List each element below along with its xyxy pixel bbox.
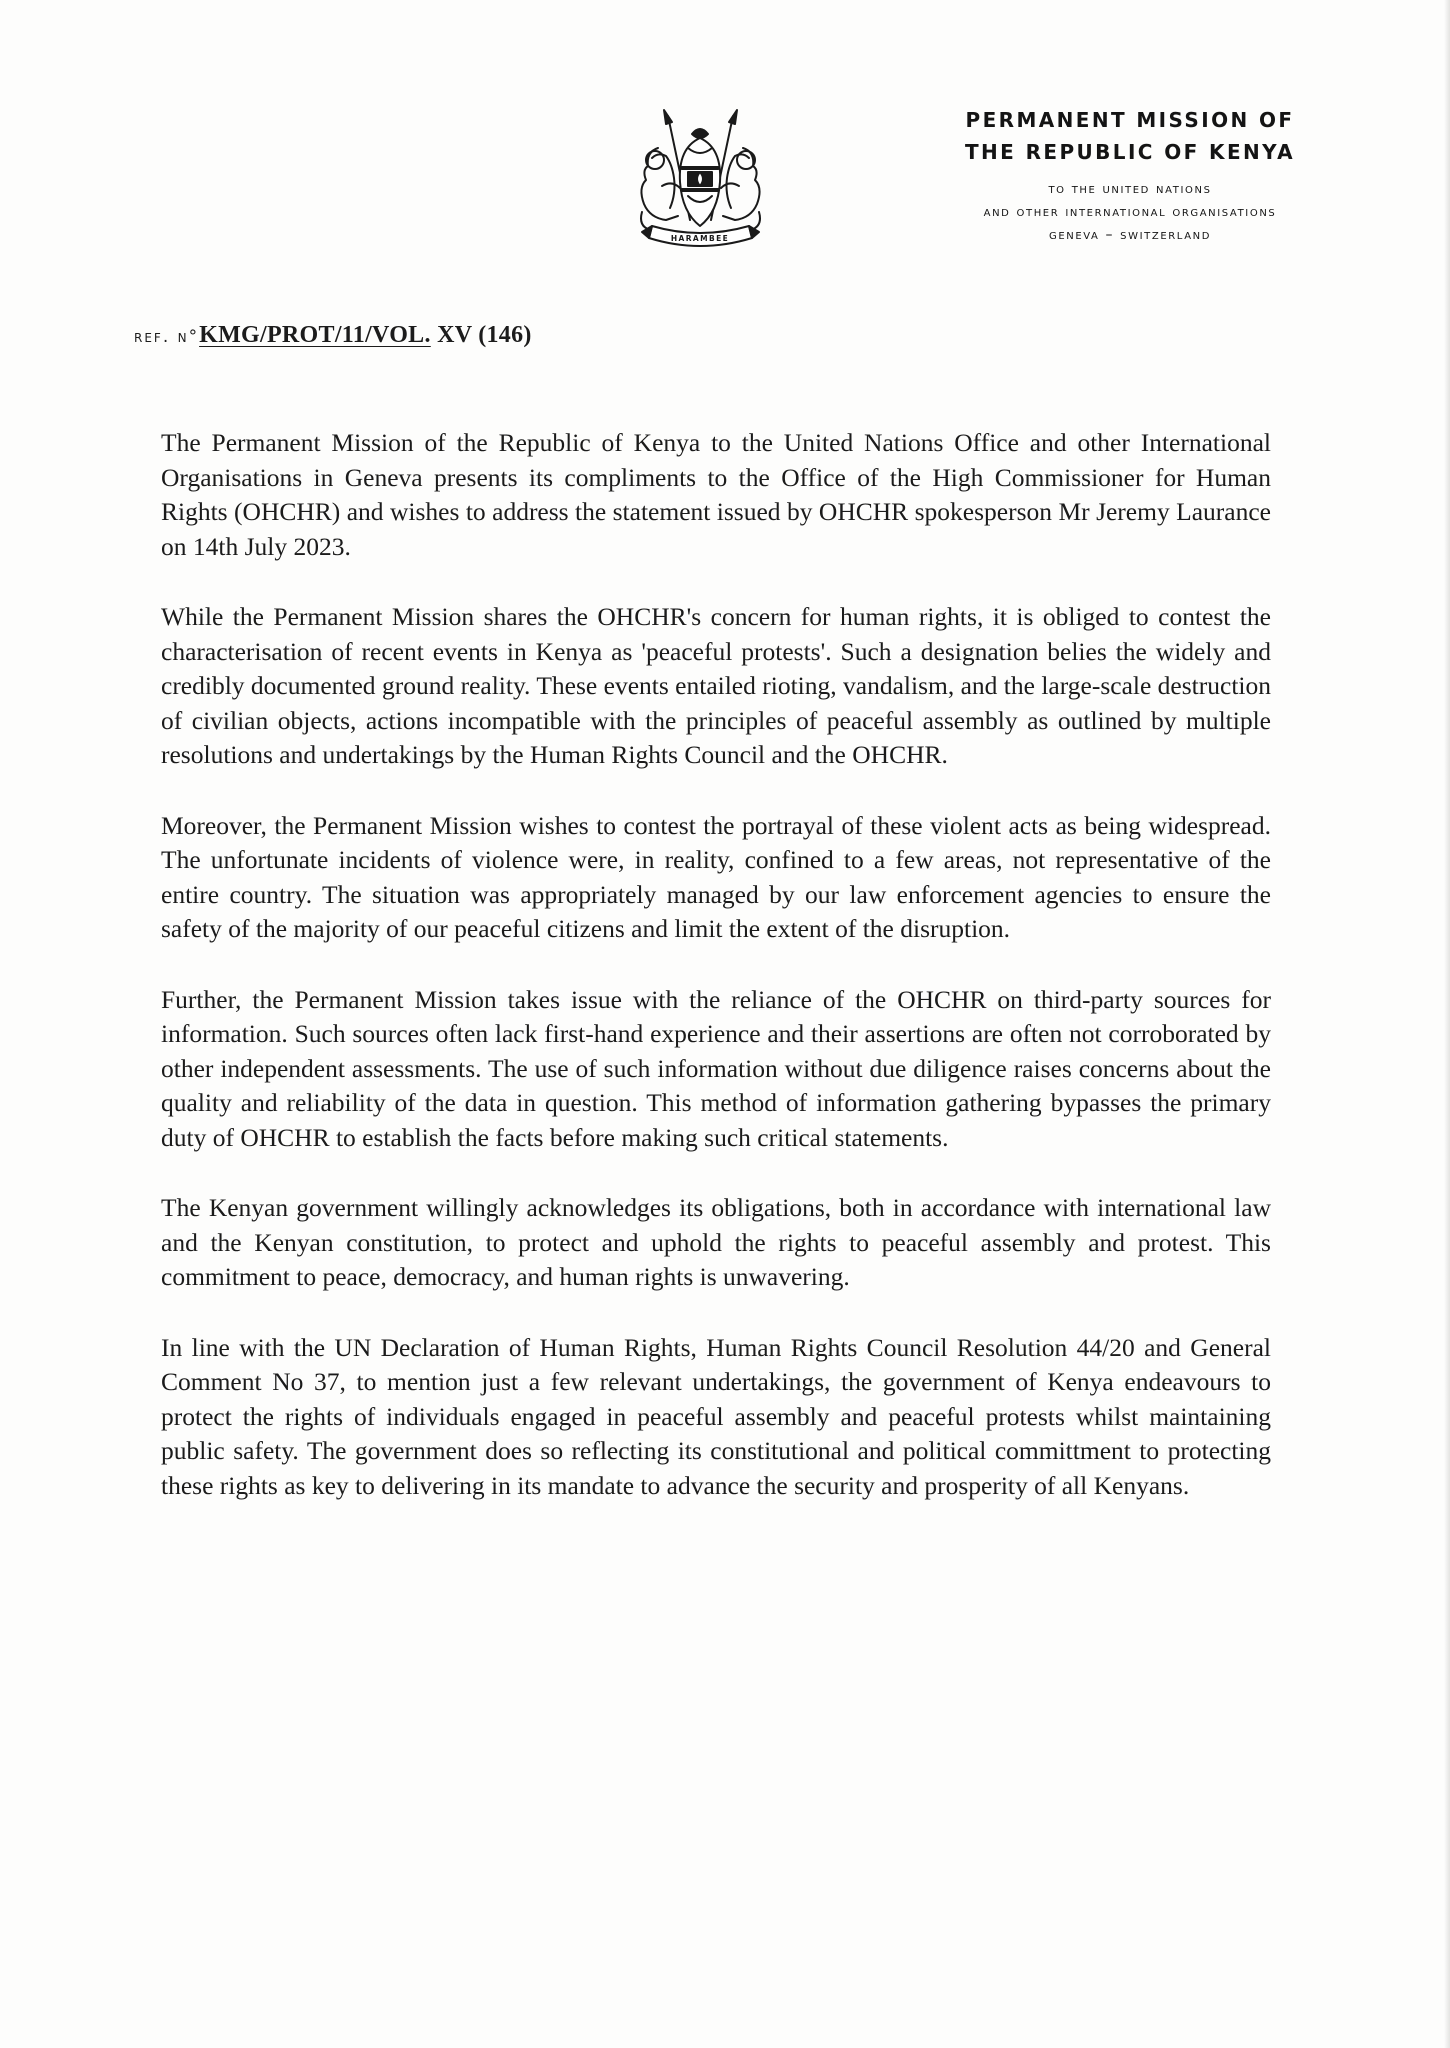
body-paragraph-4: Further, the Permanent Mission takes issue with the reliance of the OHCHR on third-party sources for information. Such sources often lack first-hand experience and their assertions are often not corroborated by other independent assessments. The use of such information without due diligence raises concerns about the quality and reliability of the data in question. This method of information gathering bypasses the primary duty of OHCHR to establish the facts before making such critical statements.: [161, 984, 1271, 1152]
letterhead: [860, 104, 1400, 247]
letterhead-title-line1: PERMANENT MISSION OF: [965, 108, 1295, 132]
body-paragraph-1: The Permanent Mission of the Republic of Kenya to the United Nations Office and other International Organisations in Geneva presents its compliments to the Office of the High Commissioner for Human Rights (OHCHR) and wishes to address the statement issued by OHCHR spokesperson Mr Jeremy Laurance on 14th July 2023.: [161, 428, 1271, 561]
body-paragraph-5: The Kenyan government willingly acknowledges its obligations, both in accordance with international law and the Kenyan constitution, to protect and uphold the rights to peaceful assembly and protest. This commitment to peace, democracy, and human rights is unwavering.: [161, 1193, 1271, 1291]
body-paragraph-3: Moreover, the Permanent Mission wishes to contest the portrayal of these violent acts as being widespread. The unfortunate incidents of violence were, in reality, confined to a few areas, not representative of the entire country. The situation was appropriately managed by our law enforcement agencies to ensure the safety of the majority of our peaceful citizens and limit the extent of the disruption.: [161, 810, 1271, 943]
page-edge-shadow: [1444, 0, 1450, 2048]
kenya-coat-of-arms-emblem: [628, 108, 773, 258]
letter-body: [161, 426, 1271, 1539]
body-paragraph-6: In line with the UN Declaration of Human Rights, Human Rights Council Resolution 44/20 and General Comment No 37, to mention just a few relevant undertakings, the government of Kenya endeavours to protect the rights of individuals engaged in peaceful assembly and peaceful protests whilst maintaining public safety. The government does so reflecting its constitutional and political committment to protecting these rights as key to delivering in its mandate to advance the security and prosperity of all Kenyans.: [161, 1332, 1271, 1500]
letterhead-title-line2: THE REPUBLIC OF KENYA: [964, 140, 1295, 164]
reference-volume: XV (146): [430, 322, 532, 348]
reference-code: KMG/PROT/11/VOL.: [199, 322, 431, 348]
letterhead-subtitle-line3: geneva – switzerland: [1048, 227, 1212, 243]
reference-number: [134, 322, 532, 349]
body-paragraph-2: While the Permanent Mission shares the OHCHR's concern for human rights, it is obliged to contest the characterisation of recent events in Kenya as 'peaceful protests'. Such a designation belies the widely and credibly documented ground reality. These events entailed rioting, vandalism, and the large-scale destruction of civilian objects, actions incompatible with the principles of peaceful assembly as outlined by multiple resolutions and undertakings by the Human Rights Council and the OHCHR.: [161, 602, 1271, 769]
letterhead-subtitle-line2: and other international organisations: [983, 204, 1277, 220]
reference-label: ref. n°: [134, 327, 200, 347]
letterhead-subtitle-line1: to the united nations: [1048, 181, 1212, 197]
svg-text:HARAMBEE: HARAMBEE: [670, 234, 730, 243]
